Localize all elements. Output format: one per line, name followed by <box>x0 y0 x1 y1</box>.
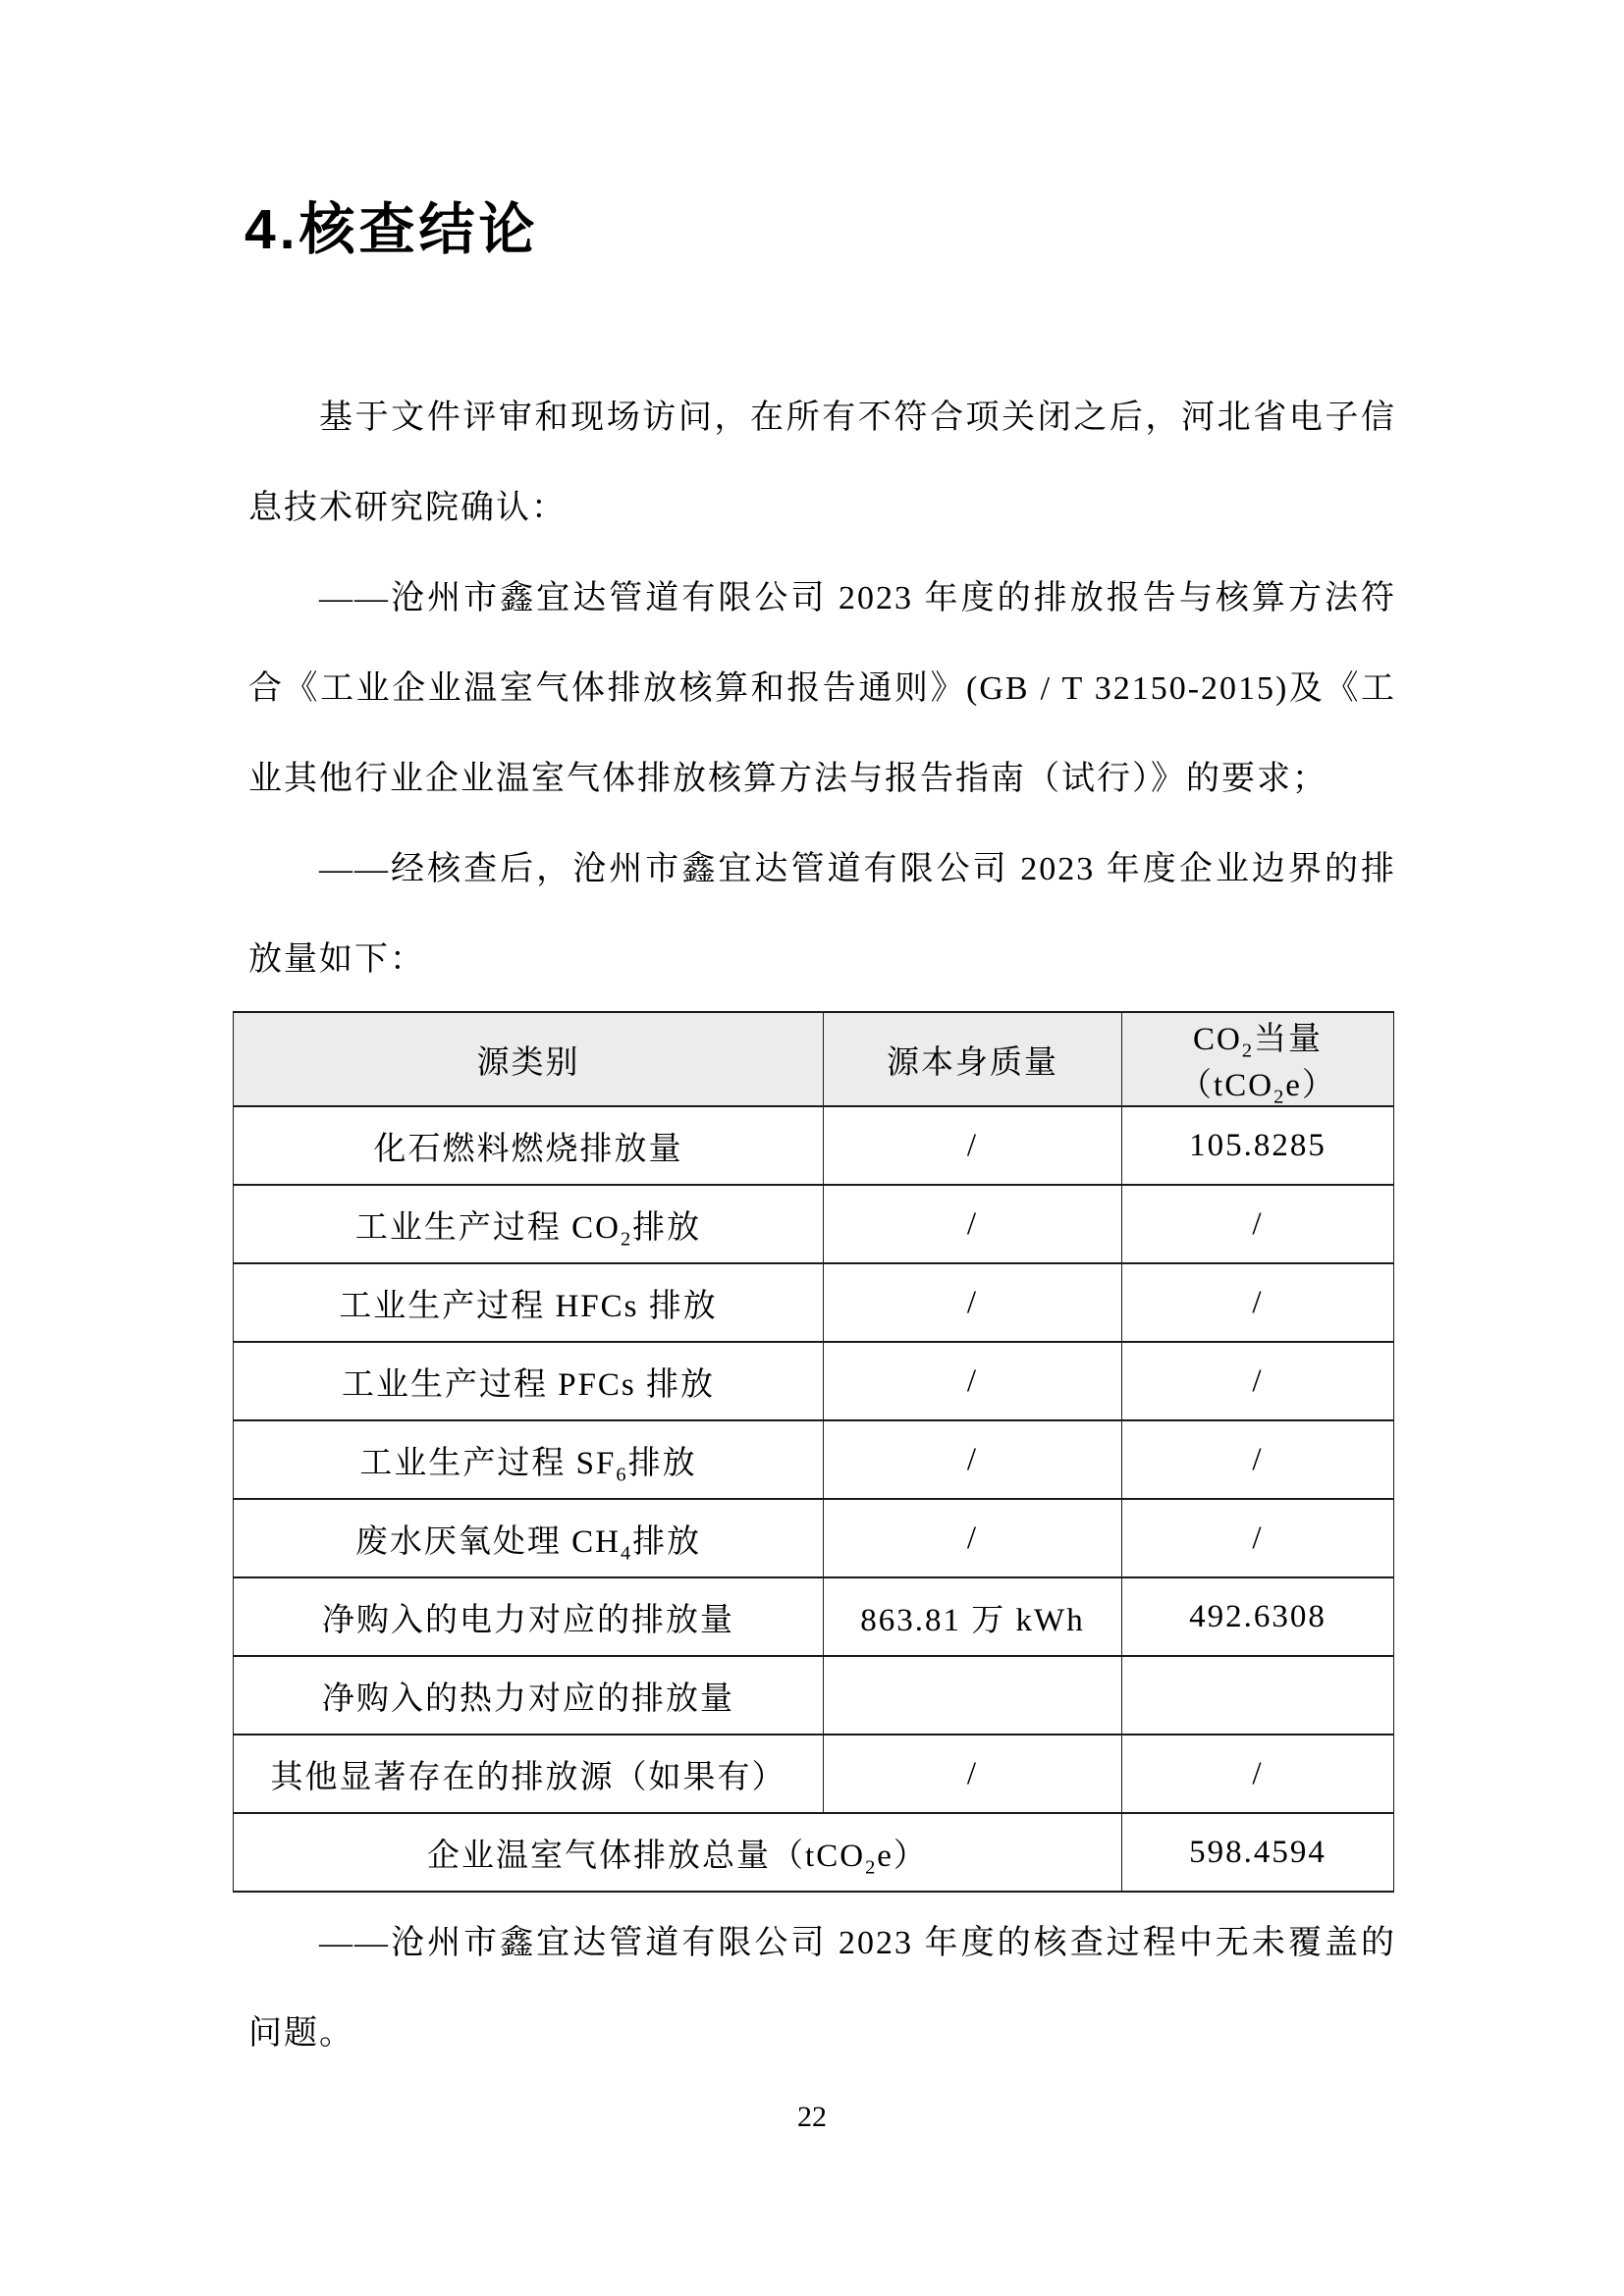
source-mass-cell: / <box>824 1342 1122 1420</box>
col-header-source-mass: 源本身质量 <box>824 1012 1122 1106</box>
total-label-cell: 企业温室气体排放总量（tCO$_2$e） <box>234 1813 1122 1892</box>
co2-equivalent-cell: / <box>1122 1185 1394 1263</box>
co2-equivalent-cell: / <box>1122 1735 1394 1813</box>
table-row <box>234 1106 1394 1185</box>
col-header-co2-equivalent: $CO_2$当量（tCO$_2$e） <box>1122 1012 1394 1106</box>
source-mass-cell <box>824 1656 1122 1735</box>
paragraph-finding-2: ——经核查后，沧州市鑫宜达管道有限公司 2023 年度企业边界的排放量如下： <box>248 851 1396 978</box>
source-category-cell: 工业生产过程 PFCs 排放 <box>234 1342 824 1420</box>
table-row <box>234 1263 1394 1342</box>
page-number: 22 <box>797 2101 827 2133</box>
page-content <box>244 0 1396 2079</box>
co2-equivalent-cell: / <box>1122 1420 1394 1499</box>
emissions-table <box>233 1011 1394 1893</box>
source-category-cell: 工业生产过程 HFCs 排放 <box>234 1263 824 1342</box>
paragraph-finding-3: ——沧州市鑫宜达管道有限公司 2023 年度的核查过程中无未覆盖的问题。 <box>248 1925 1396 2052</box>
co2-equivalent-cell: / <box>1122 1342 1394 1420</box>
source-category-cell: 其他显著存在的排放源（如果有） <box>234 1735 824 1813</box>
table-row <box>234 1499 1394 1577</box>
source-category-cell: 净购入的电力对应的排放量 <box>234 1577 824 1656</box>
source-mass-cell: / <box>824 1499 1122 1577</box>
source-mass-cell: / <box>824 1185 1122 1263</box>
source-mass-cell: / <box>824 1420 1122 1499</box>
section-heading: 4.核查结论 <box>244 198 539 261</box>
source-mass-cell: 863.81 万 kWh <box>824 1577 1122 1656</box>
paragraph-finding-1: ——沧州市鑫宜达管道有限公司 2023 年度的排放报告与核算方法符合《工业企业温室气体排放核算和报告通则》(GB / T 32150-2015)及《工业其他行业企业温室气体排放核算方法与报告指南（试行）》的要求； <box>248 580 1396 797</box>
source-category-cell: 化石燃料燃烧排放量 <box>234 1106 824 1185</box>
source-category-cell: 工业生产过程 $CO_2$排放 <box>234 1185 824 1263</box>
source-mass-cell: / <box>824 1106 1122 1185</box>
source-mass-cell: / <box>824 1263 1122 1342</box>
co2-equivalent-cell: / <box>1122 1263 1394 1342</box>
col-header-source-category: 源类别 <box>234 1012 824 1106</box>
source-category-cell: 工业生产过程 $SF_6$排放 <box>234 1420 824 1499</box>
table-row <box>234 1185 1394 1263</box>
table-row <box>234 1342 1394 1420</box>
table-row <box>234 1420 1394 1499</box>
table-row <box>234 1656 1394 1735</box>
co2-equivalent-cell <box>1122 1656 1394 1735</box>
paragraph-intro: 基于文件评审和现场访问，在所有不符合项关闭之后，河北省电子信息技术研究院确认： <box>248 400 1396 526</box>
source-category-cell: 净购入的热力对应的排放量 <box>234 1656 824 1735</box>
co2-equivalent-cell: 105.8285 <box>1122 1106 1394 1185</box>
co2-equivalent-cell: / <box>1122 1499 1394 1577</box>
table-row <box>234 1577 1394 1656</box>
source-category-cell: 废水厌氧处理 $CH_4$排放 <box>234 1499 824 1577</box>
source-mass-cell: / <box>824 1735 1122 1813</box>
table-total-row <box>234 1813 1394 1892</box>
total-value-cell: 598.4594 <box>1122 1813 1394 1892</box>
table-header-row <box>234 1012 1394 1106</box>
table-row <box>234 1735 1394 1813</box>
co2-equivalent-cell: 492.6308 <box>1122 1577 1394 1656</box>
